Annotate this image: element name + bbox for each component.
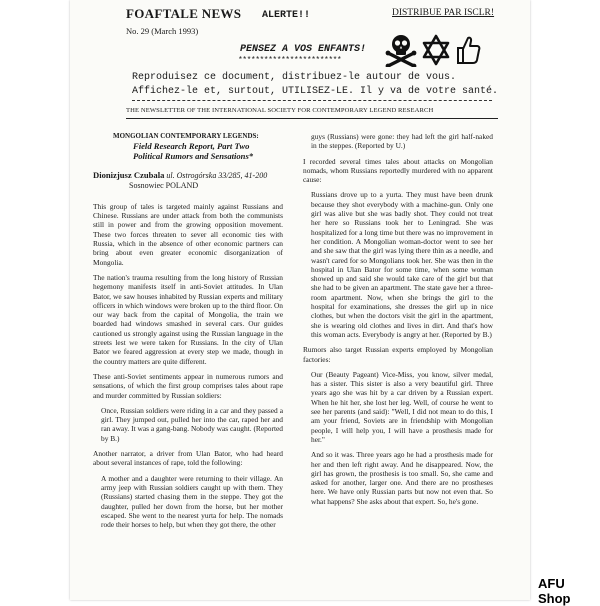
pensez-slogan: PENSEZ A VOS ENFANTS! — [240, 44, 367, 55]
author-byline — [93, 171, 283, 190]
distribue-notice: DISTRIBUE PAR ISCLR! — [392, 8, 495, 18]
article-paragraph: And so it was. Three years ago he had a prosthesis made for her and then left right away. And he disappeared. Now, the girl has grown, the prosthesis is too small. So, she came and asked for another, larger one. And there are no prostheses here. We have only Russian parts but now not even that. So what happens? She asks about that expert. So, he's gone. — [311, 450, 493, 506]
newsletter-title: FOAFTALE NEWS — [126, 6, 242, 21]
header-rule — [126, 118, 498, 119]
thumbs-up-icon — [455, 35, 481, 65]
article-paragraph: The nation's trauma resulting from the long history of Russian hegemony manifests itself in anti-Soviet attitudes. In Ulan Bator, we saw houses inhabited by Russian experts and military officers in which windows were broken up to the third floor. On our way back from the capital of Mongolia, the train we boarded had windows smashed in several cars. Our guides cautioned us strongly against using the Russian language in the streets lest we were taken for Russians. In the city of Ulan Bator we feared aggression at every step we made, though in the country matters are quite different. — [93, 272, 283, 366]
afu-shop-watermark: AFU Shop — [538, 576, 571, 606]
right-column — [303, 132, 493, 512]
article-paragraph: guys (Russians) were gone: they had left the girl half-naked in the steppes. (Reported by U.) — [311, 132, 493, 151]
article-paragraph: Once, Russian soldiers were riding in a car and they passed a girl. They jumped out, pulled her into the car, raped her and ran away. It was a gang-bang. Nobody was caught. (Reported by B.) — [101, 405, 283, 443]
article-paragraph: I recorded several times tales about attacks on Mongolian nomads, whom Russians reportedly murdered with no apparent cause: — [303, 156, 493, 185]
article-paragraph: Rumors also target Russian experts employed by Mongolian factories: — [303, 345, 493, 364]
right-paragraphs — [303, 132, 493, 506]
author-name: Dionizjusz Czubala — [93, 170, 165, 181]
article-paragraph: These anti-Soviet sentiments appear in numerous rumors and sensations, of which the first group comprises tales about rape and murder committed by Russian soldiers: — [93, 371, 283, 400]
article-heading — [113, 132, 283, 161]
article-paragraph: A mother and a daughter were returning to their village. An army jeep with Russian soldiers caught up with them. They (Russians) started chasing them in the steppe. They got the daughter, pulled her down from the horse, but her mother escaped. She went to the nearest yurta for help. The nomads rode their horses to help, but when they got there, the other — [101, 473, 283, 530]
article-paragraph: Another narrator, a driver from Ulan Bator, who had heard about several instances of rape, told the following: — [93, 449, 283, 468]
article-subtitle: Field Research Report, Part Two — [133, 141, 250, 152]
dashed-divider — [132, 100, 492, 101]
article-kicker: MONGOLIAN CONTEMPORARY LEGENDS: — [113, 132, 259, 140]
issue-number: No. 29 (March 1993) — [126, 26, 199, 36]
notice-line: Affichez-le et, surtout, UTILISEZ-LE. Il y va de votre santé. — [132, 86, 499, 97]
stars-divider: ************************ — [238, 56, 342, 65]
article-paragraph: Our (Beauty Pageant) Vice-Miss, you know, silver medal, has a sister. This sister is also a very beautiful girl. Three years ago she was hit by a car driven by a Russian expert. When he hit her, she lost her leg. Well, of course he went to see her parents (and said): "Well, I did not mean to do this, I am your friend, Soviets are in friendship with Mongolian people, I will help you, I will have a prosthesis made for her." — [311, 369, 493, 444]
article-paragraph: This group of tales is targeted mainly against Russians and Chinese. Russians are under attack from both the communists still in power and from the growing opposition movement. These two forces threaten to sever all economic ties with Russia, which in the absence of other economic partners can bring about even greater economic disorganization of Mongolia. — [93, 201, 283, 267]
star-of-david-icon — [421, 34, 451, 66]
alerte-heading: ALERTE!! — [262, 10, 311, 21]
left-paragraphs — [93, 202, 283, 530]
author-city: Sosnowiec POLAND — [129, 180, 199, 190]
skull-crossbones-icon — [385, 33, 417, 67]
author-address: ul. Ostrogórska 33/285, 41-200 — [164, 171, 268, 181]
header-icons — [385, 30, 481, 70]
newsletter-banner: THE NEWSLETTER OF THE INTERNATIONAL SOCIETY FOR CONTEMPORARY LEGEND RESEARCH — [126, 107, 434, 114]
article-subtitle: Political Rumors and Sensations* — [133, 151, 254, 162]
left-column — [93, 132, 283, 535]
notice-line: Reproduisez ce document, distribuez-le autour de vous. — [132, 72, 457, 83]
article-paragraph: Russians drove up to a yurta. They must have been drunk because they shot everybody with a machine-gun. Only one girl was alive but she was badly shot. They could not treat her here so Russians took her to Leningrad. She was hospitalized for a long time but there was no improvement in her condition. A Mongolian woman-doctor went to see her and she saw that the girl was lying there thin as a needle, and wasn't cared for so Mongolians took her. She was then in the hospital in Ulan Bator for some time, when some woman showed up and said she would take care of the girl but that she had to be given an apartment. The state gave her a three-room apartment. Now, when she brings the girl to the hospital for examinations, she dresses the girl up in nice clothes, but when the doctors visit the girl in the apartment, she is wearing old clothes and lives in dirt. And that's how this woman acts. Everybody is angry at her. (Reported by B.) — [311, 190, 493, 339]
